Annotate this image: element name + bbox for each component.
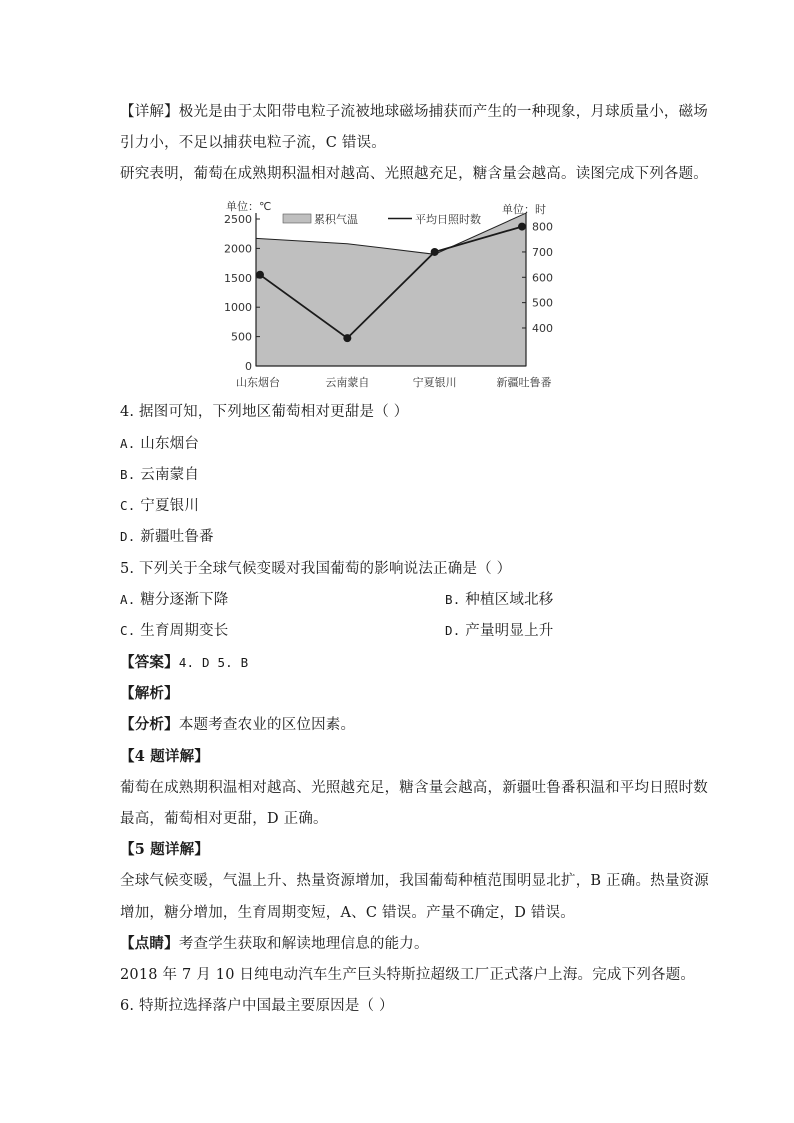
- q4-detail-heading: 【4 题详解】: [120, 748, 210, 765]
- sunshine-hours-point: [431, 248, 439, 256]
- q4-option-a[interactable]: [120, 434, 199, 454]
- option-text: 新疆吐鲁番: [140, 529, 214, 545]
- option-text: 糖分逐渐下降: [140, 592, 229, 608]
- sunshine-hours-point: [343, 334, 351, 342]
- left-tick-label: 2500: [224, 213, 252, 226]
- right-axis-unit: 单位：时: [502, 203, 546, 216]
- option-key: C.: [120, 623, 136, 638]
- category-label: 宁夏银川: [412, 376, 457, 389]
- left-axis-unit: 单位：℃: [226, 200, 272, 213]
- option-key: B.: [120, 467, 136, 482]
- category-label: 新疆吐鲁番: [496, 376, 552, 389]
- option-key: A.: [120, 436, 136, 451]
- right-tick-label: 400: [532, 321, 553, 335]
- study-intro: 研究表明，葡萄在成熟期积温相对越高、光照越充足，糖含量会越高。读图完成下列各题。: [120, 166, 708, 182]
- fenxi-text: 本题考查农业的区位因素。: [178, 717, 356, 733]
- legend-area-swatch: [283, 214, 311, 223]
- category-label: 山东烟台: [236, 376, 280, 389]
- dianjing-label: 【点睛】: [120, 935, 179, 952]
- analysis-heading: 【解析】: [120, 685, 179, 702]
- option-text: 宁夏银川: [140, 498, 200, 514]
- option-key: A.: [120, 592, 136, 607]
- right-tick-label: 800: [532, 220, 553, 234]
- option-key: D.: [120, 529, 136, 544]
- explanation-line-2: 引力小，不足以捕获电粒子流，C 错误。: [120, 135, 387, 151]
- option-key: D.: [445, 623, 461, 638]
- option-key: B.: [445, 592, 461, 607]
- tesla-intro: 2018 年 7 月 10 日纯电动汽车生产巨头特斯拉超级工厂正式落户上海。完成下列各题。: [120, 967, 696, 983]
- analysis-fenxi: [120, 715, 355, 735]
- option-text: 山东烟台: [140, 436, 200, 452]
- option-text: 云南蒙自: [140, 467, 200, 483]
- left-tick-label: 1500: [224, 271, 252, 285]
- q5-option-a[interactable]: [120, 590, 228, 610]
- right-tick-label: 700: [532, 245, 553, 259]
- sunshine-hours-point: [518, 223, 526, 231]
- grape-climate-chart: [220, 198, 580, 393]
- q5-detail-line-2: 增加，糖分增加，生育周期变短，A、C 错误。产量不确定，D 错误。: [120, 905, 576, 921]
- fenxi-label: 【分析】: [120, 716, 179, 733]
- accumulated-temperature-area: [256, 213, 526, 366]
- q4-option-b[interactable]: [120, 465, 199, 485]
- right-tick-label: 500: [532, 296, 553, 310]
- q4-option-c[interactable]: [120, 496, 199, 516]
- left-tick-label: 2000: [224, 242, 252, 256]
- q5-detail-heading: 【5 题详解】: [120, 841, 210, 858]
- q5-detail-line-1: 全球气候变暖，气温上升、热量资源增加，我国葡萄种植范围明显北扩，B 正确。热量资源: [120, 873, 709, 889]
- right-tick-label: 600: [532, 271, 553, 285]
- category-label: 云南蒙自: [325, 376, 370, 389]
- sunshine-hours-point: [256, 271, 264, 279]
- answer-line: [120, 653, 248, 673]
- dianjing-text: 考查学生获取和解读地理信息的能力。: [178, 936, 429, 952]
- q5-option-c[interactable]: [120, 621, 228, 641]
- left-tick-label: 1000: [224, 301, 252, 315]
- answer-value: 4. D 5. B: [178, 655, 249, 670]
- option-text: 生育周期变长: [140, 623, 229, 639]
- question-5-stem: 5. 下列关于全球气候变暖对我国葡萄的影响说法正确是（ ）: [120, 561, 512, 577]
- option-key: C.: [120, 498, 136, 513]
- q5-option-d[interactable]: [445, 621, 553, 641]
- legend-line-label: 平均日照时数: [415, 213, 481, 226]
- option-text: 种植区域北移: [465, 592, 554, 608]
- explanation-line-1: 【详解】极光是由于太阳带电粒子流被地球磁场捕获而产生的一种现象，月球质量小，磁场: [120, 104, 708, 120]
- option-text: 产量明显上升: [465, 623, 554, 639]
- left-tick-label: 500: [231, 330, 252, 344]
- question-6-stem: 6. 特斯拉选择落户中国最主要原因是（ ）: [120, 998, 394, 1014]
- question-4-stem: 4. 据图可知，下列地区葡萄相对更甜是（ ）: [120, 404, 409, 420]
- q4-option-d[interactable]: [120, 527, 214, 547]
- q4-detail-line-2: 最高，葡萄相对更甜，D 正确。: [120, 811, 328, 827]
- legend-area-label: 累积气温: [314, 213, 358, 226]
- q5-option-b[interactable]: [445, 590, 553, 610]
- answer-label: 【答案】: [120, 654, 179, 671]
- dianjing-line: [120, 934, 429, 954]
- left-tick-label: 0: [245, 360, 252, 373]
- q4-detail-line-1: 葡萄在成熟期积温相对越高、光照越充足，糖含量会越高，新疆吐鲁番积温和平均日照时数: [120, 780, 708, 796]
